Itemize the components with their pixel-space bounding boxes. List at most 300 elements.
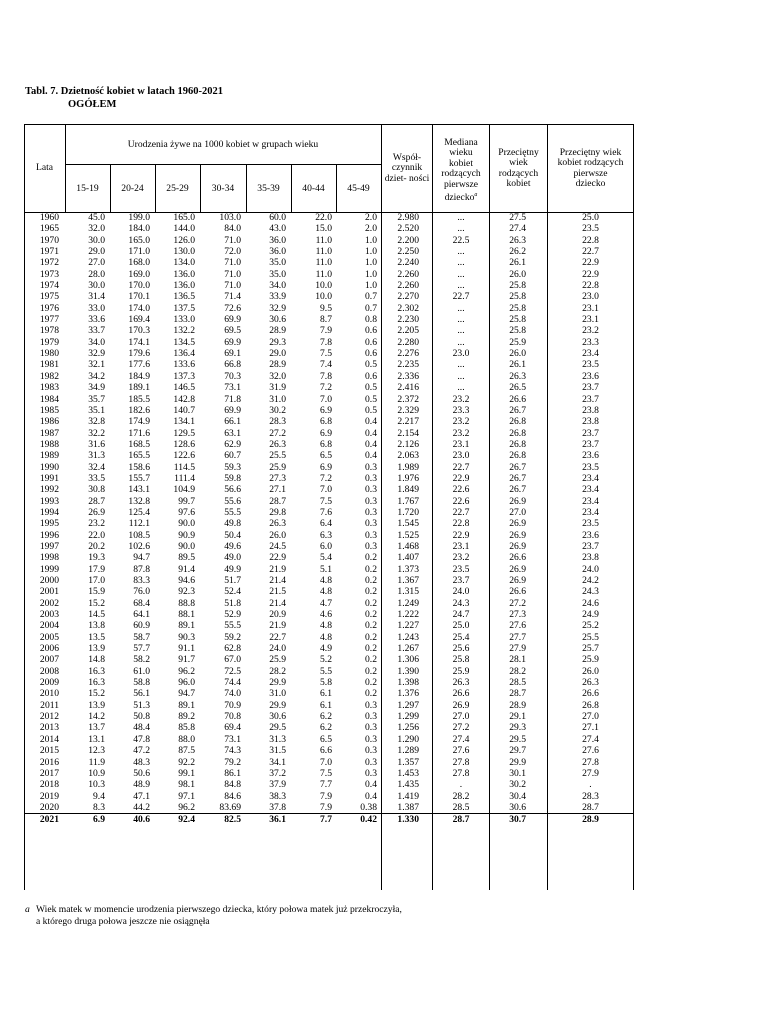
cell-age-15-19: 32.9 bbox=[88, 348, 105, 360]
cell-year: 2020 bbox=[39, 801, 59, 813]
cell-age-25-29: 90.3 bbox=[178, 631, 195, 643]
table-row bbox=[24, 575, 634, 586]
cell-mean-age: 29.5 bbox=[509, 733, 526, 745]
cell-age-35-39: 21.4 bbox=[269, 575, 286, 586]
cell-mean-age-first: 27.4 bbox=[582, 733, 599, 745]
cell-age-30-34: 71.0 bbox=[224, 257, 241, 269]
table-row bbox=[24, 280, 634, 291]
cell-age-30-34: 69.9 bbox=[224, 404, 241, 416]
cell-mean-age: 27.7 bbox=[509, 631, 526, 643]
cell-age-30-34: 49.0 bbox=[224, 552, 241, 564]
cell-age-45-49: 0.3 bbox=[365, 461, 377, 473]
cell-age-15-19: 9.4 bbox=[93, 790, 105, 802]
header-mean-line: Przeciętny bbox=[498, 147, 539, 158]
cell-age-20-24: 47.1 bbox=[133, 790, 150, 802]
cell-mean-age: 26.6 bbox=[509, 552, 526, 564]
cell-age-40-44: 8.7 bbox=[320, 314, 332, 326]
cell-age-30-34: 69.4 bbox=[224, 722, 241, 734]
cell-age-25-29: 96.2 bbox=[178, 801, 195, 813]
table-row bbox=[24, 257, 634, 268]
cell-age-30-34: 82.5 bbox=[224, 814, 241, 826]
cell-age-45-49: 0.3 bbox=[365, 529, 377, 541]
cell-year: 2010 bbox=[39, 688, 59, 700]
cell-mean-age-first: 27.0 bbox=[582, 711, 599, 723]
cell-tfr: 2.205 bbox=[397, 325, 419, 337]
cell-age-20-24: 58.7 bbox=[133, 631, 150, 643]
cell-age-15-19: 33.6 bbox=[88, 314, 105, 326]
cell-age-30-34: 66.8 bbox=[224, 359, 241, 371]
cell-tfr: 1.256 bbox=[397, 722, 419, 734]
cell-age-35-39: 28.2 bbox=[269, 665, 286, 677]
cell-age-15-19: 17.0 bbox=[88, 575, 105, 586]
cell-age-25-29: 98.1 bbox=[178, 779, 195, 791]
cell-mean-age: 28.2 bbox=[509, 665, 526, 677]
cell-age-25-29: 142.8 bbox=[173, 393, 195, 405]
cell-age-45-49: 0.6 bbox=[365, 336, 377, 348]
cell-age-45-49: 0.2 bbox=[365, 597, 377, 609]
cell-age-35-39: 26.0 bbox=[269, 529, 286, 541]
cell-median-age: 23.0 bbox=[452, 348, 470, 360]
cell-mean-age-first: 23.4 bbox=[582, 472, 599, 484]
cell-tfr: 1.373 bbox=[397, 563, 419, 575]
table-row bbox=[24, 734, 634, 745]
cell-mean-age: 26.0 bbox=[509, 268, 526, 280]
cell-age-25-29: 136.4 bbox=[173, 348, 195, 360]
cell-mean-age: 30.1 bbox=[509, 767, 526, 779]
table-row bbox=[24, 337, 634, 348]
table-row bbox=[24, 722, 634, 733]
cell-mean-age: 26.7 bbox=[509, 461, 526, 473]
cell-age-35-39: 26.3 bbox=[269, 518, 286, 530]
cell-age-25-29: 96.2 bbox=[178, 665, 195, 677]
cell-age-25-29: 99.7 bbox=[178, 495, 195, 507]
cell-age-15-19: 45.0 bbox=[88, 212, 105, 223]
cell-age-15-19: 22.0 bbox=[88, 529, 105, 541]
cell-age-30-34: 52.4 bbox=[224, 586, 241, 598]
cell-age-45-49: 0.2 bbox=[365, 575, 377, 586]
cell-age-20-24: 102.6 bbox=[128, 540, 150, 552]
cell-age-35-39: 27.3 bbox=[269, 472, 286, 484]
cell-median-age: ... bbox=[457, 246, 465, 258]
cell-age-15-19: 13.9 bbox=[88, 699, 105, 711]
cell-age-40-44: 7.7 bbox=[320, 814, 332, 826]
cell-age-40-44: 5.4 bbox=[320, 552, 332, 564]
cell-age-15-19: 26.9 bbox=[88, 506, 105, 518]
cell-age-30-34: 84.6 bbox=[224, 790, 241, 802]
header-tfr bbox=[382, 153, 432, 184]
header-mean-line: kobiet bbox=[506, 178, 531, 190]
cell-age-40-44: 4.8 bbox=[320, 620, 332, 632]
table-row bbox=[24, 791, 634, 802]
cell-mean-age-first: 26.3 bbox=[582, 677, 599, 689]
cell-age-35-39: 32.9 bbox=[269, 302, 286, 314]
cell-age-25-29: 88.8 bbox=[178, 597, 195, 609]
cell-age-25-29: 92.2 bbox=[178, 756, 195, 768]
cell-age-35-39: 24.0 bbox=[269, 643, 286, 655]
cell-median-age: 23.2 bbox=[452, 552, 470, 564]
table-row bbox=[24, 382, 634, 393]
cell-age-25-29: 94.7 bbox=[178, 688, 195, 700]
fertility-table bbox=[24, 124, 634, 890]
cell-year: 1999 bbox=[39, 563, 59, 575]
table-row bbox=[24, 620, 634, 631]
cell-mean-age: 25.8 bbox=[509, 291, 526, 303]
cell-year: 1972 bbox=[39, 257, 59, 269]
cell-mean-age: 30.7 bbox=[509, 814, 526, 826]
cell-mean-age: 27.5 bbox=[509, 212, 526, 223]
cell-age-45-49: 2.0 bbox=[365, 212, 377, 223]
cell-mean-age-first: 25.0 bbox=[582, 212, 599, 223]
cell-year: 2018 bbox=[39, 779, 59, 791]
cell-age-20-24: 56.1 bbox=[133, 688, 150, 700]
cell-age-40-44: 6.6 bbox=[320, 745, 332, 757]
table-row bbox=[24, 666, 634, 677]
cell-age-15-19: 32.4 bbox=[88, 461, 105, 473]
cell-median-age: ... bbox=[457, 336, 465, 348]
cell-tfr: 1.849 bbox=[397, 484, 419, 496]
cell-age-40-44: 7.7 bbox=[320, 779, 332, 791]
cell-age-45-49: 0.4 bbox=[365, 427, 377, 439]
cell-year: 1998 bbox=[39, 552, 59, 564]
cell-mean-age: 28.7 bbox=[509, 688, 526, 700]
cell-age-35-39: 26.3 bbox=[269, 438, 286, 450]
cell-age-15-19: 6.9 bbox=[93, 814, 105, 826]
cell-tfr: 1.243 bbox=[397, 631, 419, 643]
cell-mean-age: 30.6 bbox=[509, 801, 526, 813]
cell-age-25-29: 91.7 bbox=[178, 654, 195, 666]
cell-age-35-39: 27.2 bbox=[269, 427, 286, 439]
table-row bbox=[24, 371, 634, 382]
cell-mean-age-first: 22.9 bbox=[582, 257, 599, 269]
cell-age-25-29: 165.0 bbox=[173, 212, 195, 223]
cell-age-40-44: 11.0 bbox=[315, 257, 332, 269]
header-age-20-24: 20-24 bbox=[121, 183, 144, 194]
cell-age-45-49: 1.0 bbox=[365, 280, 377, 292]
cell-age-25-29: 90.9 bbox=[178, 529, 195, 541]
cell-age-15-19: 30.0 bbox=[88, 280, 105, 292]
cell-mean-age-first: 28.3 bbox=[582, 790, 599, 802]
cell-mean-age: 26.2 bbox=[509, 246, 526, 258]
cell-age-25-29: 89.1 bbox=[178, 620, 195, 632]
cell-age-35-39: 43.0 bbox=[269, 223, 286, 235]
cell-year: 2000 bbox=[39, 575, 59, 586]
cell-age-35-39: 25.9 bbox=[269, 461, 286, 473]
cell-age-45-49: 0.2 bbox=[365, 586, 377, 598]
cell-age-25-29: 92.3 bbox=[178, 586, 195, 598]
cell-median-age: ... bbox=[457, 382, 465, 394]
cell-mean-age-first: 27.8 bbox=[582, 756, 599, 768]
cell-mean-age: 26.0 bbox=[509, 348, 526, 360]
header-mean-first-line: dziecko bbox=[575, 178, 606, 190]
cell-age-40-44: 5.8 bbox=[320, 677, 332, 689]
cell-year: 1975 bbox=[39, 291, 59, 303]
cell-age-15-19: 17.9 bbox=[88, 563, 105, 575]
cell-year: 2008 bbox=[39, 665, 59, 677]
cell-age-45-49: 0.42 bbox=[360, 814, 377, 826]
cell-median-age: 25.6 bbox=[452, 643, 470, 655]
cell-age-20-24: 61.0 bbox=[133, 665, 150, 677]
cell-tfr: 1.267 bbox=[397, 643, 419, 655]
cell-age-15-19: 13.9 bbox=[88, 643, 105, 655]
cell-age-20-24: 68.4 bbox=[133, 597, 150, 609]
cell-tfr: 1.976 bbox=[397, 472, 419, 484]
cell-mean-age-first: 23.6 bbox=[582, 370, 599, 382]
cell-mean-age: 27.0 bbox=[509, 506, 526, 518]
header-median-age bbox=[433, 138, 489, 204]
cell-age-15-19: 31.4 bbox=[88, 291, 105, 303]
cell-age-20-24: 47.2 bbox=[133, 745, 150, 757]
table-row bbox=[24, 325, 634, 336]
cell-age-35-39: 36.0 bbox=[269, 246, 286, 258]
cell-mean-age: 29.3 bbox=[509, 722, 526, 734]
cell-age-30-34: 72.6 bbox=[224, 302, 241, 314]
table-row bbox=[24, 507, 634, 518]
cell-age-40-44: 7.0 bbox=[320, 756, 332, 768]
cell-median-age: . bbox=[459, 779, 463, 791]
cell-mean-age-first: 27.6 bbox=[582, 745, 599, 757]
cell-age-35-39: 30.2 bbox=[269, 404, 286, 416]
cell-age-45-49: 0.8 bbox=[365, 314, 377, 326]
cell-age-20-24: 189.1 bbox=[128, 382, 150, 394]
cell-mean-age-first: 23.5 bbox=[582, 359, 599, 371]
cell-year: 1977 bbox=[39, 314, 59, 326]
table-subtitle: OGÓŁEM bbox=[68, 99, 117, 110]
cell-age-15-19: 13.5 bbox=[88, 631, 105, 643]
table-top-border bbox=[24, 124, 634, 125]
cell-age-35-39: 29.3 bbox=[269, 336, 286, 348]
cell-age-35-39: 38.3 bbox=[269, 790, 286, 802]
cell-mean-age: 26.9 bbox=[509, 495, 526, 507]
cell-mean-age-first: 23.5 bbox=[582, 518, 599, 530]
cell-age-25-29: 140.7 bbox=[173, 404, 195, 416]
cell-age-45-49: 0.5 bbox=[365, 382, 377, 394]
cell-age-30-34: 55.5 bbox=[224, 506, 241, 518]
cell-age-45-49: 0.2 bbox=[365, 563, 377, 575]
cell-mean-age-first: 23.4 bbox=[582, 484, 599, 496]
cell-age-35-39: 34.0 bbox=[269, 280, 286, 292]
cell-mean-age: 27.3 bbox=[509, 609, 526, 621]
cell-age-45-49: 0.4 bbox=[365, 416, 377, 428]
cell-age-40-44: 6.0 bbox=[320, 540, 332, 552]
table-row bbox=[24, 416, 634, 427]
cell-age-35-39: 32.0 bbox=[269, 370, 286, 382]
cell-age-20-24: 184.0 bbox=[128, 223, 150, 235]
cell-tfr: 2.240 bbox=[397, 257, 419, 269]
cell-age-30-34: 49.8 bbox=[224, 518, 241, 530]
cell-year: 1970 bbox=[39, 234, 59, 246]
cell-age-40-44: 7.5 bbox=[320, 767, 332, 779]
cell-age-20-24: 165.5 bbox=[128, 450, 150, 462]
cell-age-45-49: 0.2 bbox=[365, 665, 377, 677]
cell-mean-age: 26.3 bbox=[509, 234, 526, 246]
cell-median-age: 24.3 bbox=[452, 597, 470, 609]
cell-age-45-49: 0.2 bbox=[365, 688, 377, 700]
table-row bbox=[24, 813, 634, 825]
cell-age-35-39: 28.7 bbox=[269, 495, 286, 507]
cell-age-40-44: 6.8 bbox=[320, 438, 332, 450]
cell-age-20-24: 48.4 bbox=[133, 722, 150, 734]
cell-age-20-24: 94.7 bbox=[133, 552, 150, 564]
cell-tfr: 2.260 bbox=[397, 268, 419, 280]
cell-age-35-39: 37.2 bbox=[269, 767, 286, 779]
cell-age-40-44: 7.8 bbox=[320, 370, 332, 382]
cell-age-45-49: 0.3 bbox=[365, 518, 377, 530]
cell-year: 2005 bbox=[39, 631, 59, 643]
cell-age-30-34: 55.6 bbox=[224, 495, 241, 507]
cell-year: 1981 bbox=[39, 359, 59, 371]
cell-age-35-39: 30.6 bbox=[269, 711, 286, 723]
cell-tfr: 2.270 bbox=[397, 291, 419, 303]
cell-age-45-49: 0.6 bbox=[365, 325, 377, 337]
cell-age-25-29: 97.1 bbox=[178, 790, 195, 802]
cell-mean-age: 27.6 bbox=[509, 620, 526, 632]
cell-age-30-34: 49.6 bbox=[224, 540, 241, 552]
table-row bbox=[24, 541, 634, 552]
cell-age-20-24: 199.0 bbox=[128, 212, 150, 223]
cell-age-40-44: 5.5 bbox=[320, 665, 332, 677]
cell-age-30-34: 71.0 bbox=[224, 280, 241, 292]
cell-age-35-39: 60.0 bbox=[269, 212, 286, 223]
cell-age-15-19: 19.3 bbox=[88, 552, 105, 564]
cell-mean-age: 26.7 bbox=[509, 472, 526, 484]
cell-age-20-24: 169.0 bbox=[128, 268, 150, 280]
header-age-30-34: 30-34 bbox=[211, 183, 235, 194]
cell-year: 2011 bbox=[40, 699, 59, 711]
cell-age-15-19: 15.2 bbox=[88, 688, 105, 700]
cell-tfr: 1.525 bbox=[397, 529, 419, 541]
cell-mean-age: 25.8 bbox=[509, 325, 526, 337]
table-row bbox=[24, 291, 634, 302]
cell-age-30-34: 73.1 bbox=[224, 733, 241, 745]
cell-year: 2002 bbox=[39, 597, 59, 609]
cell-age-35-39: 36.1 bbox=[269, 814, 286, 826]
cell-mean-age-first: 25.5 bbox=[582, 631, 599, 643]
cell-age-40-44: 4.8 bbox=[320, 631, 332, 643]
cell-year: 1985 bbox=[39, 404, 59, 416]
cell-mean-age-first: 24.2 bbox=[582, 575, 599, 586]
cell-age-25-29: 126.0 bbox=[173, 234, 195, 246]
cell-age-25-29: 104.9 bbox=[173, 484, 195, 496]
cell-age-45-49: 0.6 bbox=[365, 348, 377, 360]
cell-age-45-49: 0.5 bbox=[365, 404, 377, 416]
footnote-marker: a bbox=[25, 904, 30, 915]
cell-age-20-24: 177.6 bbox=[128, 359, 150, 371]
cell-mean-age-first: 24.9 bbox=[582, 609, 599, 621]
cell-age-45-49: 0.2 bbox=[365, 631, 377, 643]
table-body bbox=[24, 212, 634, 826]
cell-median-age: 22.7 bbox=[452, 506, 470, 518]
cell-age-30-34: 74.3 bbox=[224, 745, 241, 757]
cell-age-30-34: 51.7 bbox=[224, 575, 241, 586]
table-title: Tabl. 7. Dzietność kobiet w latach 1960-2021 bbox=[25, 86, 223, 97]
header-median-line: pierwsze bbox=[443, 178, 479, 190]
cell-age-20-24: 76.0 bbox=[133, 586, 150, 598]
cell-age-40-44: 10.0 bbox=[315, 291, 332, 303]
cell-age-20-24: 158.6 bbox=[128, 461, 150, 473]
cell-age-35-39: 36.0 bbox=[269, 234, 286, 246]
cell-median-age: 28.5 bbox=[452, 801, 470, 813]
cell-median-age: 23.1 bbox=[452, 438, 470, 450]
cell-mean-age-first: 23.8 bbox=[582, 552, 599, 564]
cell-age-35-39: 28.3 bbox=[269, 416, 286, 428]
cell-age-30-34: 52.9 bbox=[224, 609, 241, 621]
cell-age-30-34: 66.1 bbox=[224, 416, 241, 428]
cell-tfr: 1.297 bbox=[397, 699, 419, 711]
table-row bbox=[24, 450, 634, 461]
table-row bbox=[24, 711, 634, 722]
cell-age-30-34: 59.8 bbox=[224, 472, 241, 484]
cell-mean-age: 27.9 bbox=[509, 643, 526, 655]
cell-tfr: 1.767 bbox=[397, 495, 419, 507]
cell-age-40-44: 4.7 bbox=[320, 597, 332, 609]
cell-year: 1983 bbox=[39, 382, 59, 394]
cell-age-30-34: 49.9 bbox=[224, 563, 241, 575]
cell-median-age: 26.6 bbox=[452, 688, 470, 700]
cell-age-15-19: 16.3 bbox=[88, 677, 105, 689]
cell-mean-age-first: 23.8 bbox=[582, 404, 599, 416]
cell-age-35-39: 28.9 bbox=[269, 325, 286, 337]
cell-median-age: 27.8 bbox=[452, 756, 470, 768]
cell-age-40-44: 7.9 bbox=[320, 325, 332, 337]
cell-age-45-49: 0.4 bbox=[365, 438, 377, 450]
cell-age-35-39: 31.3 bbox=[269, 733, 286, 745]
cell-age-45-49: 0.4 bbox=[365, 450, 377, 462]
cell-median-age: ... bbox=[457, 280, 465, 292]
cell-mean-age: 29.9 bbox=[509, 756, 526, 768]
cell-median-age: ... bbox=[457, 370, 465, 382]
cell-age-45-49: 0.2 bbox=[365, 654, 377, 666]
cell-age-20-24: 174.9 bbox=[128, 416, 150, 428]
cell-year: 1987 bbox=[39, 427, 59, 439]
header-mean-line: rodzących bbox=[498, 167, 539, 179]
cell-age-30-34: 70.8 bbox=[224, 711, 241, 723]
table-row bbox=[24, 212, 634, 223]
cell-age-25-29: 96.0 bbox=[178, 677, 195, 689]
cell-year: 1976 bbox=[39, 302, 59, 314]
cell-mean-age: 26.8 bbox=[509, 450, 526, 462]
cell-age-15-19: 31.6 bbox=[88, 438, 105, 450]
cell-age-15-19: 8.3 bbox=[93, 801, 105, 813]
cell-tfr: 2.276 bbox=[397, 348, 419, 360]
cell-mean-age: 26.8 bbox=[509, 416, 526, 428]
cell-year: 1974 bbox=[39, 280, 59, 292]
cell-age-15-19: 29.0 bbox=[88, 246, 105, 258]
table-row bbox=[24, 314, 634, 325]
cell-age-40-44: 9.5 bbox=[320, 302, 332, 314]
cell-age-20-24: 170.3 bbox=[128, 325, 150, 337]
cell-median-age: 27.0 bbox=[452, 711, 470, 723]
cell-age-30-34: 69.1 bbox=[224, 348, 241, 360]
cell-age-20-24: 108.5 bbox=[128, 529, 150, 541]
cell-age-15-19: 30.0 bbox=[88, 234, 105, 246]
cell-tfr: 2.280 bbox=[397, 336, 419, 348]
cell-age-15-19: 23.2 bbox=[88, 518, 105, 530]
cell-mean-age: 29.1 bbox=[509, 711, 526, 723]
cell-age-30-34: 67.0 bbox=[224, 654, 241, 666]
cell-median-age: 23.3 bbox=[452, 404, 470, 416]
cell-mean-age-first: 26.6 bbox=[582, 688, 599, 700]
cell-mean-age: 27.4 bbox=[509, 223, 526, 235]
cell-age-30-34: 74.4 bbox=[224, 677, 241, 689]
cell-age-25-29: 122.6 bbox=[173, 450, 195, 462]
cell-age-30-34: 60.7 bbox=[224, 450, 241, 462]
cell-age-15-19: 14.8 bbox=[88, 654, 105, 666]
cell-year: 1980 bbox=[39, 348, 59, 360]
cell-age-45-49: 0.4 bbox=[365, 790, 377, 802]
cell-age-15-19: 30.8 bbox=[88, 484, 105, 496]
cell-mean-age: 26.9 bbox=[509, 575, 526, 586]
cell-age-20-24: 132.8 bbox=[128, 495, 150, 507]
